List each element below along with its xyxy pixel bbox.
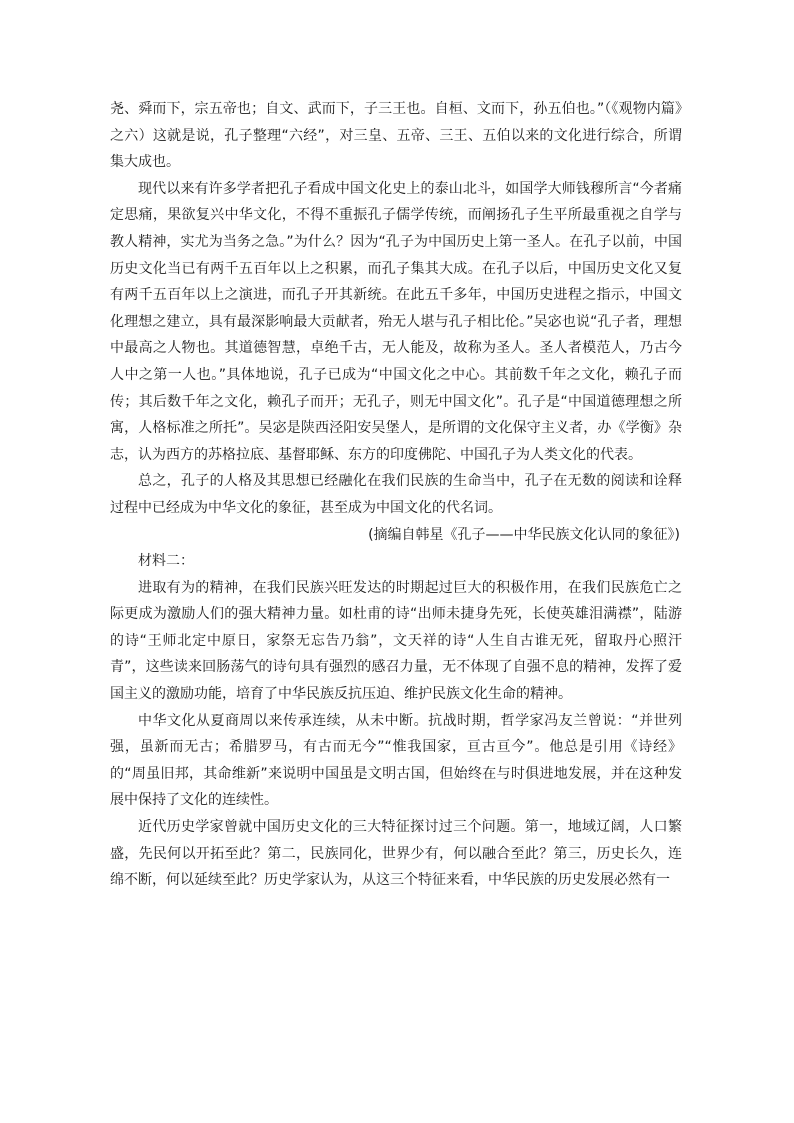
paragraph-conclusion: 总之，孔子的人格及其思想已经融化在我们民族的生命当中，孔子在无数的阅读和诠释过程中已经成为中华文化的象征，甚至成为中国文化的代名词。 — [110, 473, 682, 516]
paragraph-continuation: 尧、舜而下，宗五帝也；自文、武而下，子三王也。自桓、文而下，孙五伯也。”（《观物内篇》之六）这就是说，孔子整理“六经”，对三皇、五帝、三王、五伯以来的文化进行综合，所谓集大成也。 — [110, 101, 682, 171]
section-heading-material-two: 材料二： — [138, 553, 194, 570]
paragraph-spirit: 进取有为的精神，在我们民族兴旺发达的时期起过巨大的积极作用，在我们民族危亡之际更成为激励人们的强大精神力量。如杜甫的诗“出师未捷身先死，长使英雄泪满襟”，陆游的诗“王师北定中原日，家祭无忘告乃翁”，文天祥的诗“人生自古谁无死，留取丹心照汗青”，这些读来回肠荡气的诗句具有强烈的感召力量，无不体现了自强不息的精神，发挥了爱国主义的激励功能，培育了中华民族反抗压迫、维护民族文化生命的精神。 — [110, 579, 682, 703]
document-page — [110, 96, 682, 894]
paragraph-three-features: 近代历史学家曾就中国历史文化的三大特征探讨过三个问题。第一，地域辽阔，人口繁盛，先民何以开拓至此？第二，民族同化，世界少有，何以融合至此？第三，历史长久，连绵不断，何以延续至此？历史学家认为，从这三个特征来看，中华民族的历史发展必然有一 — [110, 819, 682, 889]
paragraph-continuity: 中华文化从夏商周以来传承连续，从未中断。抗战时期，哲学家冯友兰曾说：“并世列强，虽新而无古；希腊罗马，有古而无今”“惟我国家，亘古亘今”。他总是引用《诗经》的“周虽旧邦，其命维新”来说明中国虽是文明古国，但始终在与时俱进地发展，并在这种发展中保持了文化的连续性。 — [110, 712, 682, 809]
source-citation: (摘编自韩星《孔子——中华民族文化认同的象征》) — [368, 526, 680, 543]
paragraph-qian-mu: 现代以来有许多学者把孔子看成中国文化史上的泰山北斗，如国学大师钱穆所言“今者痛定思痛，果欲复兴中华文化，不得不重振孔子儒学传统，而阐扬孔子生平所最重视之自学与教人精神，实尤为当务之急。”为什么？因为“孔子为中国历史上第一圣人。在孔子以前，中国历史文化当已有两千五百年以上之积累，而孔子集其大成。在孔子以后，中国历史文化又复有两千五百年以上之演进，而孔子开其新统。在此五千多年，中国历史进程之指示，中国文化理想之建立，具有最深影响最大贡献者，殆无人堪与孔子相比伦。”吴宓也说“孔子者，理想中最高之人物也。其道德智慧，卓绝千古，无人能及，故称为圣人。圣人者模范人，乃古今人中之第一人也。”具体地说，孔子已成为“中国文化之中心。其前数千年之文化，赖孔子而传；其后数千年之文化，赖孔子而开；无孔子，则无中国文化”。孔子是“中国道德理想之所寓，人格标准之所托”。吴宓是陕西泾阳安吴堡人，是所谓的文化保守主义者，办《学衡》杂志，认为西方的苏格拉底、基督耶稣、东方的印度佛陀、中国孔子为人类文化的代表。 — [110, 180, 682, 463]
